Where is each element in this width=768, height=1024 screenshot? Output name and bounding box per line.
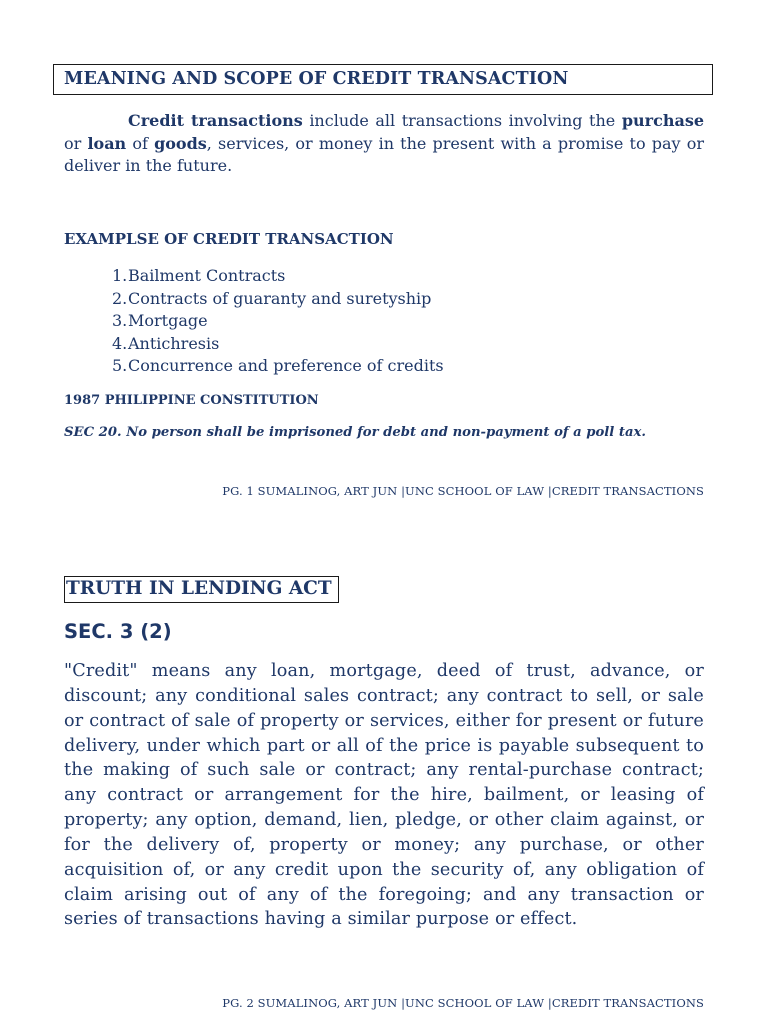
- term-loan: loan: [87, 133, 127, 153]
- section-title: MEANING AND SCOPE OF CREDIT TRANSACTION: [64, 69, 569, 89]
- list-number: 3.: [112, 311, 128, 330]
- page-footer: PG. 2 SUMALINOG, ART JUN |UNC SCHOOL OF LAW |CREDIT TRANSACTIONS: [222, 996, 704, 1010]
- intro-text-3: of: [126, 133, 155, 153]
- list-number: 2.: [112, 288, 128, 308]
- list-number: 5.: [112, 356, 128, 375]
- intro-paragraph: [64, 110, 704, 178]
- term-credit-transactions: Credit transactions: [128, 111, 303, 130]
- section-title: TRUTH IN LENDING ACT: [66, 578, 332, 599]
- list-item-text: Concurrence and preference of credits: [128, 356, 444, 375]
- section-title-box: [53, 64, 713, 95]
- examples-list: [64, 265, 444, 378]
- intro-text-1: include all transactions involving the: [302, 111, 622, 130]
- constitution-heading: 1987 PHILIPPINE CONSTITUTION: [64, 393, 319, 408]
- page-footer: PG. 1 SUMALINOG, ART JUN |UNC SCHOOL OF LAW |CREDIT TRANSACTIONS: [222, 484, 704, 498]
- list-item: [64, 355, 444, 378]
- list-number: 4.: [112, 333, 128, 353]
- list-item: [64, 265, 286, 288]
- list-item: [64, 333, 220, 356]
- list-item-text: Bailment Contracts: [128, 266, 286, 285]
- list-item-text: Mortgage: [128, 311, 208, 330]
- list-item: [64, 310, 208, 333]
- credit-definition: "Credit" means any loan, mortgage, deed of trust, advance, or discount; any conditional sales contract; any contract to sell, or sale or contract of sale of property or services, either for present or future delivery, under which part or all of the price is payable subsequent to the making of such sale or contract; any rental-purchase contract; any contract or arrangement for the hire, bailment, or leasing of property; any option, demand, lien, pledge, or other claim against, or for the delivery of, property or money; any purchase, or other acquisition of, or any credit upon the security of, any obligation of claim arising out of any of the foregoing; and any transaction or series of transactions having a similar purpose or effect.: [64, 661, 704, 930]
- term-purchase: purchase: [621, 111, 705, 130]
- examples-heading: EXAMPLSE OF CREDIT TRANSACTION: [64, 230, 394, 248]
- list-item: [64, 288, 432, 311]
- list-item-text: Contracts of guaranty and suretyship: [128, 288, 432, 308]
- section-title-box: [64, 576, 339, 603]
- sec20-provision: SEC 20. No person shall be imprisoned for debt and non-payment of a poll tax.: [64, 425, 646, 440]
- list-number: 1.: [112, 266, 128, 285]
- section-number: SEC. 3 (2): [64, 620, 172, 643]
- intro-text-4: , services, or money in the present with a promise to pay or deliver in the future.: [64, 133, 704, 175]
- term-goods: goods: [154, 133, 207, 153]
- list-item-text: Antichresis: [128, 333, 220, 353]
- intro-text-2: or: [64, 133, 88, 153]
